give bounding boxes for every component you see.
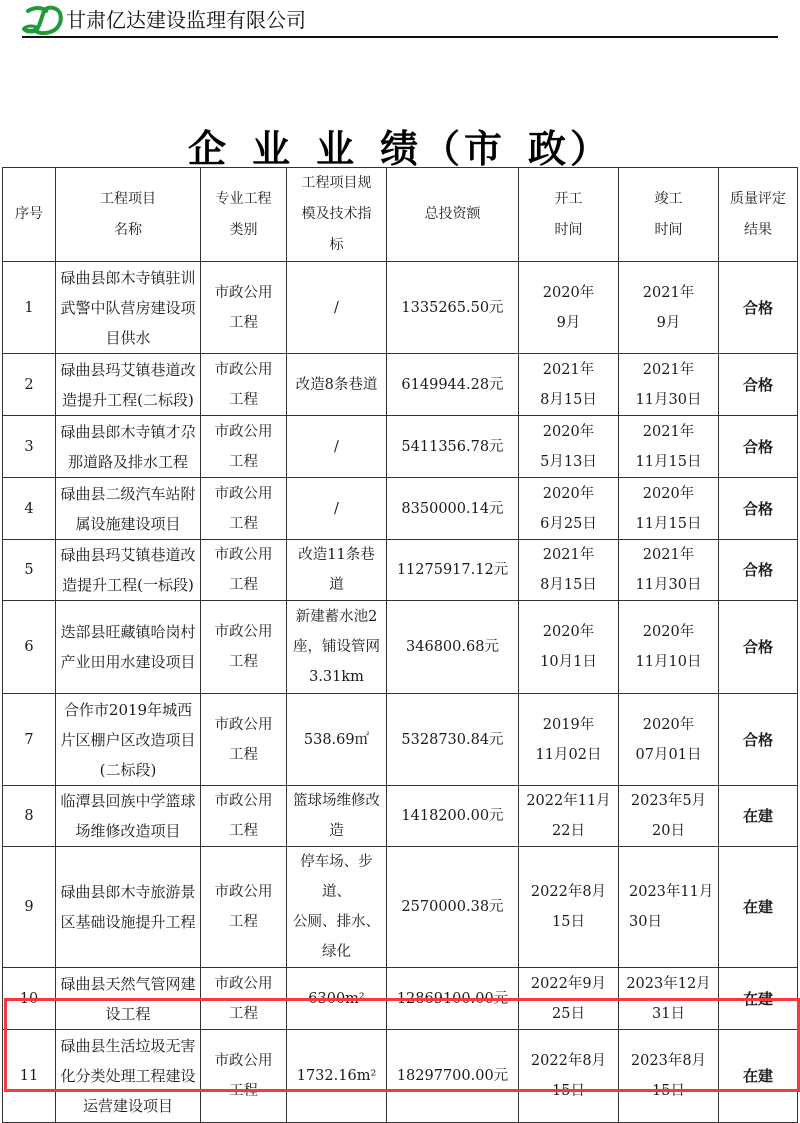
cell-investment: 5328730.84元	[387, 694, 519, 786]
title-part: 政）	[528, 127, 613, 171]
cell-end-date: 2020年 07月01日	[619, 694, 719, 786]
cell-project-name: 碌曲县生活垃圾无害 化分类处理工程建设 运营建设项目	[56, 1030, 201, 1123]
cell-project-name: 碌曲县郎木寺旅游景 区基础设施提升工程	[56, 847, 201, 968]
cell-category: 市政公用 工程	[201, 968, 287, 1030]
header-category: 专业工程 类别	[201, 168, 287, 262]
cell-category: 市政公用 工程	[201, 540, 287, 601]
cell-quality-result: 合格	[719, 478, 798, 540]
cell-start-date: 2022年8月 15日	[519, 847, 619, 968]
cell-project-name: 临潭县回族中学篮球 场维修改造项目	[56, 786, 201, 847]
cell-end-date: 2020年 11月15日	[619, 478, 719, 540]
cell-scale: /	[287, 262, 387, 354]
title-part: 业	[315, 127, 358, 171]
cell-scale: 1732.16m²	[287, 1030, 387, 1123]
cell-quality-result: 在建	[719, 1030, 798, 1123]
title-part: 业	[251, 127, 294, 171]
table-row	[3, 416, 798, 478]
cell-no: 4	[3, 478, 56, 540]
cell-quality-result: 在建	[719, 786, 798, 847]
cell-quality-result: 在建	[719, 847, 798, 968]
table-row	[3, 847, 798, 968]
cell-scale: 改造11条巷 道	[287, 540, 387, 601]
cell-investment: 11275917.12元	[387, 540, 519, 601]
yida-logo-icon	[22, 5, 64, 35]
header-divider	[22, 36, 778, 38]
cell-scale: 改造8条巷道	[287, 354, 387, 416]
cell-end-date: 2020年 11月10日	[619, 601, 719, 694]
cell-end-date: 2021年 11月30日	[619, 540, 719, 601]
table-row	[3, 694, 798, 786]
cell-investment: 2570000.38元	[387, 847, 519, 968]
cell-no: 7	[3, 694, 56, 786]
cell-quality-result: 合格	[719, 416, 798, 478]
cell-investment: 12869100.00元	[387, 968, 519, 1030]
table-row	[3, 540, 798, 601]
cell-scale: 新建蓄水池2 座，铺设管网 3.31km	[287, 601, 387, 694]
title-part: 企	[187, 127, 230, 171]
cell-project-name: 碌曲县玛艾镇巷道改 造提升工程(一标段)	[56, 540, 201, 601]
cell-scale: 6300m²	[287, 968, 387, 1030]
table-row	[3, 354, 798, 416]
cell-end-date: 2021年 11月30日	[619, 354, 719, 416]
header-serial-no: 序号	[3, 168, 56, 262]
cell-project-name: 碌曲县天然气管网建 设工程	[56, 968, 201, 1030]
cell-quality-result: 合格	[719, 694, 798, 786]
header-quality-result: 质量评定 结果	[719, 168, 798, 262]
cell-category: 市政公用 工程	[201, 416, 287, 478]
cell-end-date: 2023年11月 30日	[619, 847, 719, 968]
table-header-row	[3, 168, 798, 262]
cell-start-date: 2022年9月 25日	[519, 968, 619, 1030]
cell-scale: 篮球场维修改 造	[287, 786, 387, 847]
cell-no: 10	[3, 968, 56, 1030]
cell-start-date: 2020年 10月1日	[519, 601, 619, 694]
cell-start-date: 2021年 8月15日	[519, 540, 619, 601]
cell-investment: 18297700.00元	[387, 1030, 519, 1123]
cell-no: 9	[3, 847, 56, 968]
company-name: 甘肃亿达建设监理有限公司	[66, 8, 306, 32]
cell-investment: 1418200.00元	[387, 786, 519, 847]
cell-category: 市政公用 工程	[201, 847, 287, 968]
cell-no: 11	[3, 1030, 56, 1123]
cell-quality-result: 合格	[719, 354, 798, 416]
cell-end-date: 2021年 9月	[619, 262, 719, 354]
cell-start-date: 2020年 6月25日	[519, 478, 619, 540]
cell-quality-result: 合格	[719, 540, 798, 601]
cell-quality-result: 合格	[719, 262, 798, 354]
cell-start-date: 2019年 11月02日	[519, 694, 619, 786]
cell-no: 8	[3, 786, 56, 847]
table-row	[3, 478, 798, 540]
cell-start-date: 2021年 8月15日	[519, 354, 619, 416]
cell-end-date: 2023年5月 20日	[619, 786, 719, 847]
cell-no: 2	[3, 354, 56, 416]
cell-project-name: 碌曲县二级汽车站附 属设施建设项目	[56, 478, 201, 540]
cell-category: 市政公用 工程	[201, 601, 287, 694]
cell-category: 市政公用 工程	[201, 694, 287, 786]
cell-project-name: 碌曲县郎木寺镇驻训 武警中队营房建设项 目供水	[56, 262, 201, 354]
cell-end-date: 2021年 11月15日	[619, 416, 719, 478]
cell-quality-result: 在建	[719, 968, 798, 1030]
cell-scale: /	[287, 478, 387, 540]
cell-scale: 停车场、步道、 公厕、排水、 绿化	[287, 847, 387, 968]
cell-start-date: 2022年8月 15日	[519, 1030, 619, 1123]
cell-scale: /	[287, 416, 387, 478]
cell-end-date: 2023年12月 31日	[619, 968, 719, 1030]
title-part: 绩（市	[380, 127, 507, 171]
cell-no: 6	[3, 601, 56, 694]
cell-investment: 8350000.14元	[387, 478, 519, 540]
cell-quality-result: 合格	[719, 601, 798, 694]
cell-category: 市政公用 工程	[201, 262, 287, 354]
performance-table	[2, 167, 798, 1123]
table-row	[3, 262, 798, 354]
header-end-date: 竣工 时间	[619, 168, 719, 262]
cell-scale: 538.69㎡	[287, 694, 387, 786]
cell-category: 市政公用 工程	[201, 354, 287, 416]
cell-project-name: 合作市2019年城西 片区棚户区改造项目 (二标段)	[56, 694, 201, 786]
cell-start-date: 2022年11月 22日	[519, 786, 619, 847]
header-start-date: 开工 时间	[519, 168, 619, 262]
cell-end-date: 2023年8月 15日	[619, 1030, 719, 1123]
cell-start-date: 2020年 5月13日	[519, 416, 619, 478]
document-header	[22, 2, 778, 38]
cell-start-date: 2020年 9月	[519, 262, 619, 354]
cell-investment: 1335265.50元	[387, 262, 519, 354]
header-project-name: 工程项目 名称	[56, 168, 201, 262]
table-row	[3, 601, 798, 694]
cell-investment: 5411356.78元	[387, 416, 519, 478]
cell-no: 5	[3, 540, 56, 601]
cell-category: 市政公用 工程	[201, 1030, 287, 1123]
cell-investment: 346800.68元	[387, 601, 519, 694]
cell-project-name: 碌曲县玛艾镇巷道改 造提升工程(二标段)	[56, 354, 201, 416]
cell-category: 市政公用 工程	[201, 478, 287, 540]
cell-no: 1	[3, 262, 56, 354]
page-title	[0, 118, 800, 173]
cell-investment: 6149944.28元	[387, 354, 519, 416]
cell-no: 3	[3, 416, 56, 478]
cell-project-name: 碌曲县郎木寺镇才尕 那道路及排水工程	[56, 416, 201, 478]
header-scale: 工程项目规 模及技术指 标	[287, 168, 387, 262]
table-row-highlighted	[3, 1030, 798, 1123]
table-row	[3, 968, 798, 1030]
cell-project-name: 迭部县旺藏镇哈岗村 产业田用水建设项目	[56, 601, 201, 694]
header-investment: 总投资额	[387, 168, 519, 262]
cell-category: 市政公用 工程	[201, 786, 287, 847]
table-row	[3, 786, 798, 847]
